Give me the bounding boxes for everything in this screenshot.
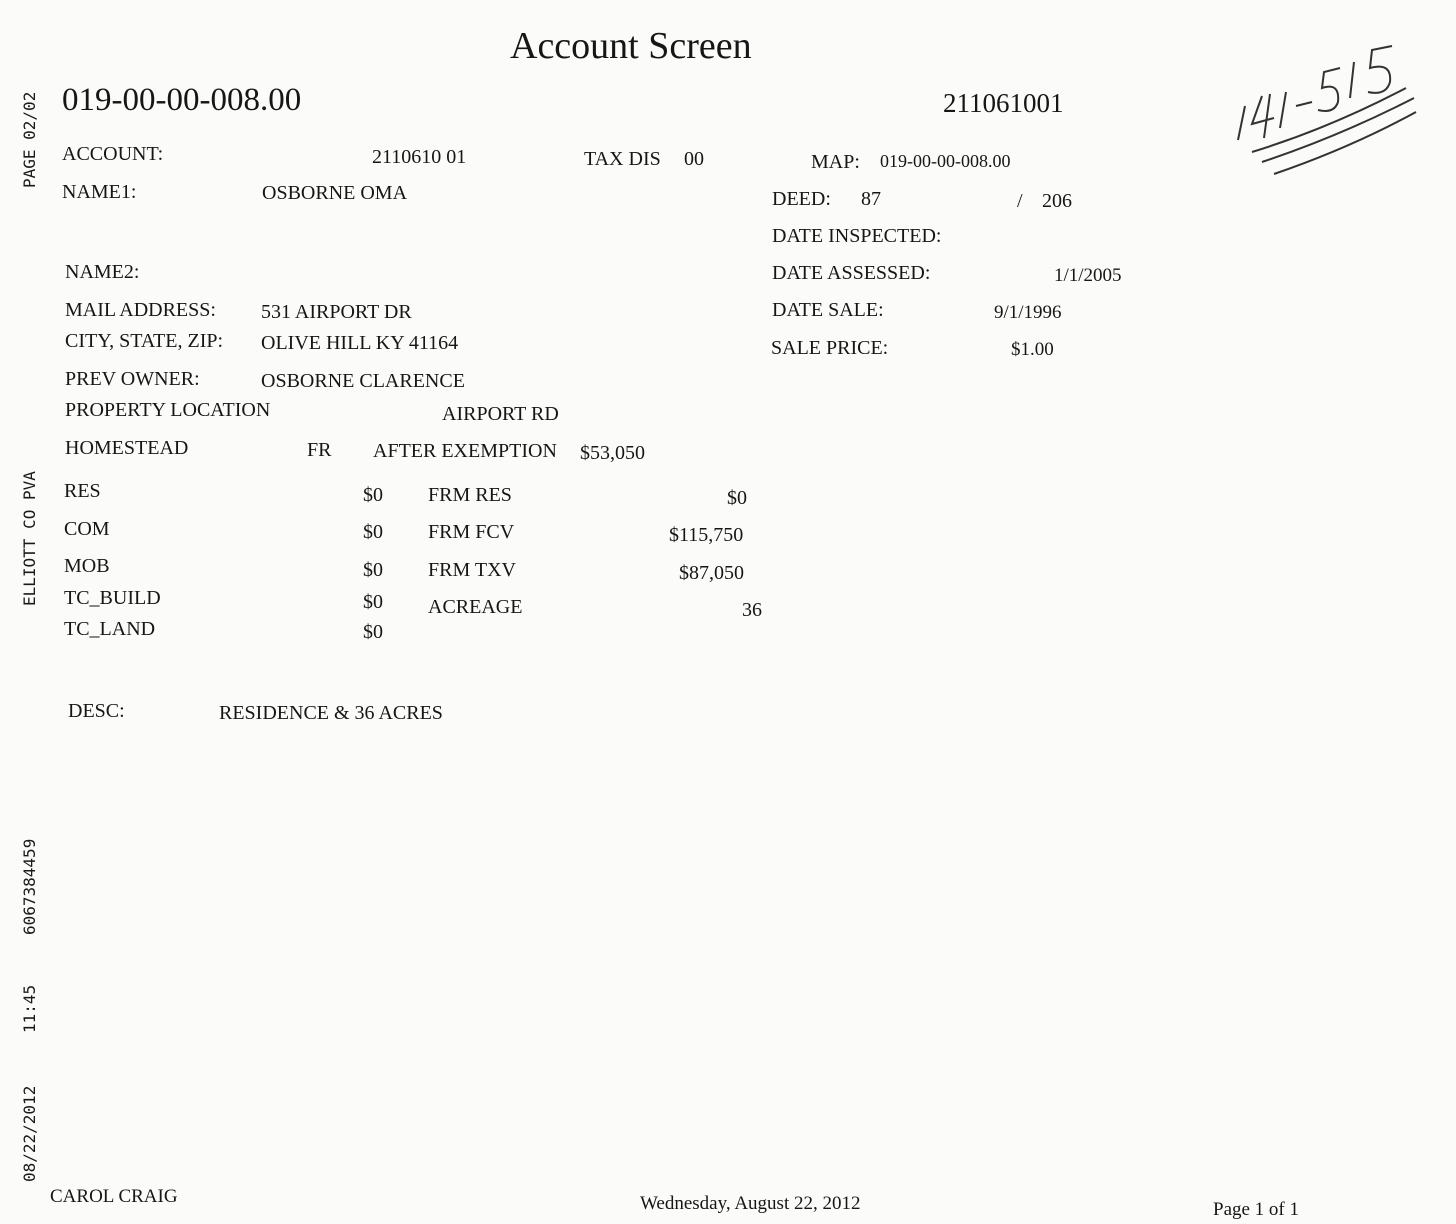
prev-owner-value: OSBORNE CLARENCE bbox=[261, 370, 465, 392]
footer-page-number: Page 1 of 1 bbox=[1213, 1199, 1300, 1220]
fax-phone: 6067384459 bbox=[20, 838, 39, 935]
parcel-id: 019-00-00-008.00 bbox=[62, 82, 302, 118]
tax-district-value: 00 bbox=[684, 148, 704, 170]
deed-label: DEED: bbox=[772, 188, 831, 210]
date-sale-label: DATE SALE: bbox=[772, 299, 884, 321]
property-location-label: PROPERTY LOCATION bbox=[65, 399, 271, 421]
frm-res-value: $0 bbox=[727, 487, 747, 509]
mob-label: MOB bbox=[64, 555, 110, 577]
tc-build-label: TC_BUILD bbox=[64, 587, 161, 609]
prev-owner-label: PREV OWNER: bbox=[65, 368, 200, 390]
city-state-zip-label: CITY, STATE, ZIP: bbox=[65, 330, 224, 352]
sale-price-label: SALE PRICE: bbox=[771, 337, 889, 359]
fax-date: 08/22/2012 bbox=[20, 1085, 39, 1182]
fax-sender: ELLIOTT CO PVA bbox=[20, 471, 39, 606]
deed-page: 206 bbox=[1042, 190, 1072, 212]
sale-price-value: $1.00 bbox=[1011, 339, 1054, 360]
com-value: $0 bbox=[363, 521, 383, 543]
date-assessed-value: 1/1/2005 bbox=[1054, 265, 1122, 286]
fax-page-number: PAGE 02/02 bbox=[20, 91, 39, 188]
city-state-zip-value: OLIVE HILL KY 41164 bbox=[261, 332, 459, 354]
mob-value: $0 bbox=[363, 559, 383, 581]
account-label: ACCOUNT: bbox=[62, 143, 164, 165]
name1-value: OSBORNE OMA bbox=[262, 182, 408, 204]
homestead-value: FR bbox=[307, 439, 332, 461]
desc-label: DESC: bbox=[68, 700, 125, 722]
frm-txv-value: $87,050 bbox=[679, 562, 744, 584]
acreage-label: ACREAGE bbox=[428, 596, 523, 618]
fax-header-strip bbox=[8, 0, 39, 1224]
tc-land-value: $0 bbox=[363, 621, 383, 643]
account-value: 2110610 01 bbox=[372, 146, 467, 168]
tc-land-label: TC_LAND bbox=[64, 618, 156, 640]
frm-res-label: FRM RES bbox=[428, 484, 512, 506]
date-sale-value: 9/1/1996 bbox=[994, 302, 1062, 323]
homestead-label: HOMESTEAD bbox=[65, 437, 189, 459]
map-label: MAP: bbox=[811, 151, 860, 173]
after-exemption-value: $53,050 bbox=[580, 442, 645, 464]
name1-label: NAME1: bbox=[62, 181, 137, 203]
desc-value: RESIDENCE & 36 ACRES bbox=[219, 702, 443, 724]
footer-user: CAROL CRAIG bbox=[50, 1186, 178, 1207]
deed-book: 87 bbox=[861, 188, 881, 210]
page-title: Account Screen bbox=[510, 25, 752, 67]
frm-fcv-label: FRM FCV bbox=[428, 521, 515, 543]
acreage-value: 36 bbox=[742, 599, 762, 621]
fax-time: 11:45 bbox=[20, 984, 39, 1033]
date-inspected-label: DATE INSPECTED: bbox=[772, 225, 942, 247]
property-location-value: AIRPORT RD bbox=[442, 403, 559, 425]
name2-label: NAME2: bbox=[65, 261, 140, 283]
com-label: COM bbox=[64, 518, 110, 540]
handwritten-annotation bbox=[1230, 28, 1420, 188]
after-exemption-label: AFTER EXEMPTION bbox=[373, 440, 557, 462]
res-label: RES bbox=[64, 480, 101, 502]
frm-fcv-value: $115,750 bbox=[669, 524, 744, 546]
mail-address-label: MAIL ADDRESS: bbox=[65, 299, 216, 321]
frm-txv-label: FRM TXV bbox=[428, 559, 516, 581]
res-value: $0 bbox=[363, 484, 383, 506]
tc-build-value: $0 bbox=[363, 591, 383, 613]
account-id: 211061001 bbox=[943, 88, 1064, 118]
deed-separator: / bbox=[1017, 190, 1023, 212]
footer-date: Wednesday, August 22, 2012 bbox=[640, 1193, 861, 1214]
mail-address-value: 531 AIRPORT DR bbox=[261, 301, 412, 323]
tax-district-label: TAX DIS bbox=[584, 148, 661, 170]
date-assessed-label: DATE ASSESSED: bbox=[772, 262, 931, 284]
map-value: 019-00-00-008.00 bbox=[880, 151, 1011, 171]
